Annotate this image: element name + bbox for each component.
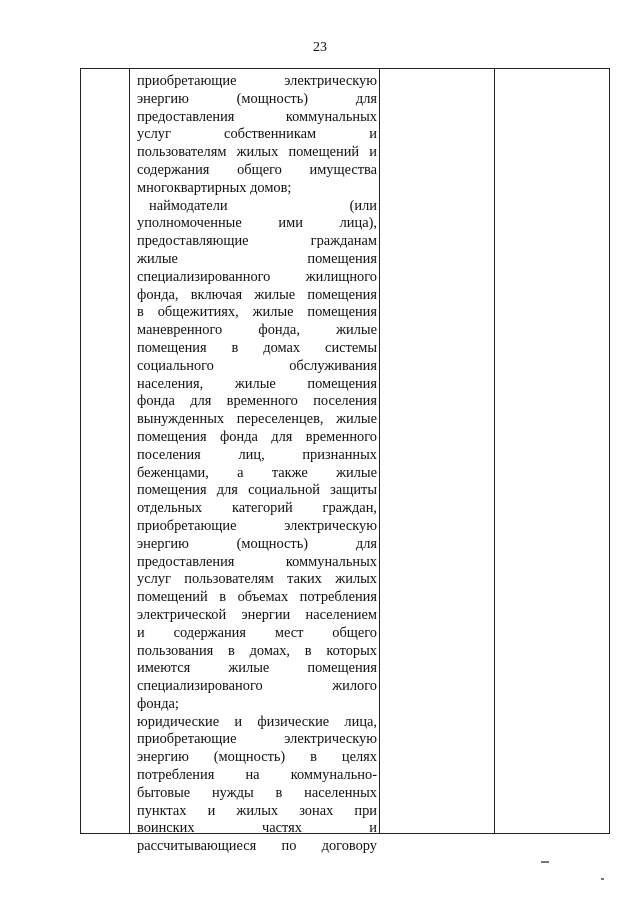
text-line: энергию (мощность) для (137, 535, 377, 552)
text-line: поселения лиц, признанных (137, 446, 377, 463)
text-line: наймодатели (или (149, 197, 377, 214)
page-number: 23 (313, 40, 327, 55)
text-line: энергию (мощность) для (137, 90, 377, 107)
text-line: пользования в домах, в которых (137, 642, 377, 659)
text-line: приобретающие электрическую (137, 73, 377, 89)
text-line: помещений в объемах потребления (137, 589, 377, 606)
text-line: и содержания мест общего (137, 624, 377, 641)
text-line: пользователям жилых помещений и (137, 144, 377, 161)
text-line: помещения фонда для временного (137, 428, 377, 445)
text-line: предоставления коммунальных (137, 553, 377, 570)
scan-mark (601, 878, 604, 880)
text-line: приобретающие электрическую (137, 517, 377, 534)
text-line: воинских частях и (137, 820, 377, 837)
text-line: услуг пользователям таких жилых (137, 571, 377, 588)
text-line: рассчитывающиеся по договору (137, 838, 377, 855)
text-line: в общежитиях, жилые помещения (137, 304, 377, 321)
text-line: помещения для социальной защиты (137, 482, 377, 499)
text-line: потребления на коммунально- (137, 767, 377, 784)
text-line: вынужденных переселенцев, жилые (137, 411, 377, 428)
text-line: юридические и физические лица, (137, 713, 377, 730)
text-line: предоставления коммунальных (137, 108, 377, 125)
text-line: фонда; (137, 695, 179, 712)
text-line: приобретающие электрическую (137, 731, 377, 748)
column-divider (129, 69, 130, 833)
text-line: энергию (мощность) в целях (137, 749, 377, 766)
text-line: жилые помещения (137, 250, 377, 267)
text-line: специализированного жилищного (137, 268, 377, 285)
text-line: пунктах и жилых зонах при (137, 802, 377, 819)
column-divider (379, 69, 380, 833)
description-cell (137, 73, 377, 856)
text-line: помещения в домах системы (137, 339, 377, 356)
text-line: многоквартирных домов; (137, 179, 292, 196)
text-line: имеются жилые помещения (137, 660, 377, 677)
text-line: содержания общего имущества (137, 161, 377, 178)
text-line: предоставляющие гражданам (137, 233, 377, 250)
text-line: фонда, включая жилые помещения (137, 286, 377, 303)
text-line: электрической энергии населением (137, 606, 377, 623)
text-line: маневренного фонда, жилые (137, 322, 377, 339)
column-divider (494, 69, 495, 833)
text-line: социального обслуживания (137, 357, 377, 374)
text-line: уполномоченные ими лица), (137, 215, 377, 232)
text-line: населения, жилые помещения (137, 375, 377, 392)
text-line: бытовые нужды в населенных (137, 784, 377, 801)
text-line: беженцами, а также жилые (137, 464, 377, 481)
text-line: услуг собственникам и (137, 126, 377, 143)
text-line: специализированого жилого (137, 678, 377, 695)
text-line: фонда для временного поселения (137, 393, 377, 410)
scan-mark (541, 861, 549, 863)
text-line: отдельных категорий граждан, (137, 500, 377, 517)
table-frame (80, 68, 610, 855)
